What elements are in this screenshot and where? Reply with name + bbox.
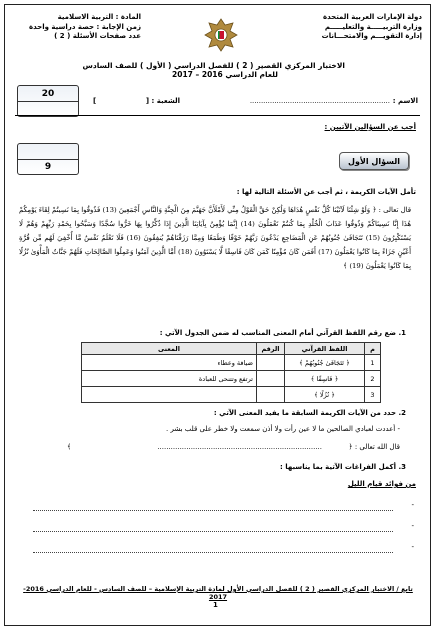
question1-intro: تأمل الآيات الكريمة ، ثم أجب عن الأسئلة التالية لها : — [236, 188, 416, 196]
table-header: اللفظ القرآني — [285, 343, 365, 355]
meaning-cell: ضيافة وعطاء — [82, 355, 257, 371]
answer-bullet: - — [411, 543, 414, 551]
header-line: دولة الإمارات العربية المتحدة — [322, 13, 422, 21]
total-score: 20 — [41, 89, 55, 99]
row-number: 3 — [365, 387, 381, 403]
q1-2-bullet: - أعددت لعبادي الصالحين ما لا عين رأت ولا أذن سمعت ولا خطر على قلب بشر . — [166, 425, 400, 433]
q1-3-sub: من فوائد قيام الليل — [347, 480, 416, 488]
quran-word: ﴿ نُزُلًا ﴾ — [285, 387, 365, 403]
quran-verses: قال تعالى : ﴿ وَلَوْ شِئْنَا لَآتَيْنَا كُلَّ نَفْسٍ هُدَاهَا وَلَٰكِنْ حَقَّ الْقَوْلُ مِنِّي لَأَمْلَأَنَّ جَهَنَّمَ مِنَ الْجِنَّةِ وَالنَّاسِ أَجْمَعِينَ (13) فَذُوقُوا بِمَا نَسِيتُمْ لِقَاءَ يَوْمِكُمْ هَٰذَا إِنَّا نَسِينَاكُمْ وَذُوقُوا عَذَابَ الْخُلْدِ بِمَا كُنتُمْ تَعْمَلُونَ (14) إِنَّمَا يُؤْمِنُ بِآيَاتِنَا الَّذِينَ إِذَا ذُكِّرُوا بِهَا خَرُّوا سُجَّدًا وَسَبَّحُوا بِحَمْدِ رَبِّهِمْ وَهُمْ لَا يَسْتَكْبِرُونَ (15) تَتَجَافَىٰ جُنُوبُهُمْ عَنِ الْمَضَاجِعِ يَدْعُونَ رَبَّهُمْ خَوْفًا وَطَمَعًا وَمِمَّا رَزَقْنَاهُمْ يُنفِقُونَ (16) فَلَا تَعْلَمُ نَفْسٌ مَّا أُخْفِيَ لَهُم مِّن قُرَّةِ أَعْيُنٍ جَزَاءً بِمَا كَانُوا يَعْمَلُونَ (17) أَفَمَن كَانَ مُؤْمِنًا كَمَن كَانَ فَاسِقًا لَّا يَسْتَوُونَ (18) أَمَّا الَّذِينَ آمَنُوا وَعَمِلُوا الصَّالِحَاتِ فَلَهُمْ جَنَّاتُ الْمَأْوَىٰ نُزُلًا بِمَا كَانُوا يَعْمَلُونَ (19) ﴾ — [19, 206, 412, 270]
meaning-cell: ترتفع وتتنحى للعبادة — [82, 371, 257, 387]
q1-2-label: 2. حدد من الآيات الكريمة السابقة ما يفيد المعنى الآتي : — [213, 409, 406, 417]
answer-cell[interactable] — [257, 387, 285, 403]
exam-title-line1: الاختبار المركزي القصير ( 2 ) للفصل الدراسي ( الأول ) للصف السادس — [82, 61, 345, 70]
row-number: 1 — [365, 355, 381, 371]
page-number: 1 — [213, 601, 218, 609]
q1-2-answer-prefix: قال الله تعالى : ﴿ — [348, 443, 400, 451]
answer-cell[interactable] — [257, 355, 285, 371]
header-line: وزارة التربيـــــة والتعليـــــم — [324, 22, 422, 31]
uae-emblem-icon — [201, 15, 241, 55]
answer-bullet: - — [411, 501, 414, 509]
q1-score: 9 — [44, 162, 52, 172]
student-section-label: الشعبة : [ — [145, 97, 180, 105]
student-name-label: الاسم : — [392, 97, 418, 105]
header-line: المادة : التربية الاسلامية — [57, 13, 141, 21]
header-line: عدد صفحات الأسئلة ( 2 ) — [54, 32, 141, 40]
total-score-box — [17, 85, 79, 117]
instructions: أجب عن السؤالين الآتيين : — [324, 123, 416, 131]
answer-line[interactable] — [33, 510, 393, 511]
header-line: إدارة التقويـــم والامتحـــانات — [321, 32, 422, 40]
table-row — [82, 371, 381, 387]
question1-banner: السؤال الأول — [339, 152, 409, 170]
table-row — [82, 355, 381, 371]
matching-table — [81, 342, 381, 403]
header-ministry — [322, 13, 422, 42]
table-header: م — [365, 343, 381, 355]
divider — [15, 115, 420, 116]
answer-line[interactable] — [33, 531, 393, 532]
exam-title-line2: للعام الدراسي 2016 – 2017 — [172, 70, 278, 79]
meaning-cell — [82, 387, 257, 403]
answer-bullet: - — [411, 522, 414, 530]
q1-2-answer-suffix: ﴾ — [67, 443, 72, 451]
header-line: زمن الإجابة : حصة دراسية واحدة — [29, 22, 141, 31]
student-section-close: ] — [93, 97, 97, 105]
q1-score-box — [17, 143, 79, 175]
answer-cell[interactable] — [257, 371, 285, 387]
table-header: المعنى — [82, 343, 257, 355]
answer-line[interactable] — [33, 552, 393, 553]
table-header-row — [82, 343, 381, 355]
header-subject — [29, 13, 141, 42]
q1-1-label: 1. ضع رقم اللفظ القرآني أمام المعنى المناسب له ضمن الجدول الآتي : — [159, 329, 406, 337]
quran-word: ﴿ فَاسِقًا ﴾ — [285, 371, 365, 387]
exam-title — [82, 61, 345, 79]
table-header: الرقم — [257, 343, 285, 355]
quran-word: ﴿ تَتَجَافَىٰ جُنُوبُهُمْ ﴾ — [285, 355, 365, 371]
row-number: 2 — [365, 371, 381, 387]
page-footer: تابع / الاختبار المركزي القصير ( 2 ) للفصل الدراسي الأول لمادة التربية الإسلامية – للصف السادس - للعام الدراسي 2016- 2017 — [23, 585, 413, 601]
table-row — [82, 387, 381, 403]
q1-2-answer-field[interactable]: .......................................................................... — [157, 443, 322, 451]
exam-page — [4, 4, 431, 626]
student-name-field[interactable]: ............................................................... — [249, 97, 390, 105]
q1-3-label: 3. أكمل الفراغات الآتية بما يناسبها : — [279, 463, 406, 471]
